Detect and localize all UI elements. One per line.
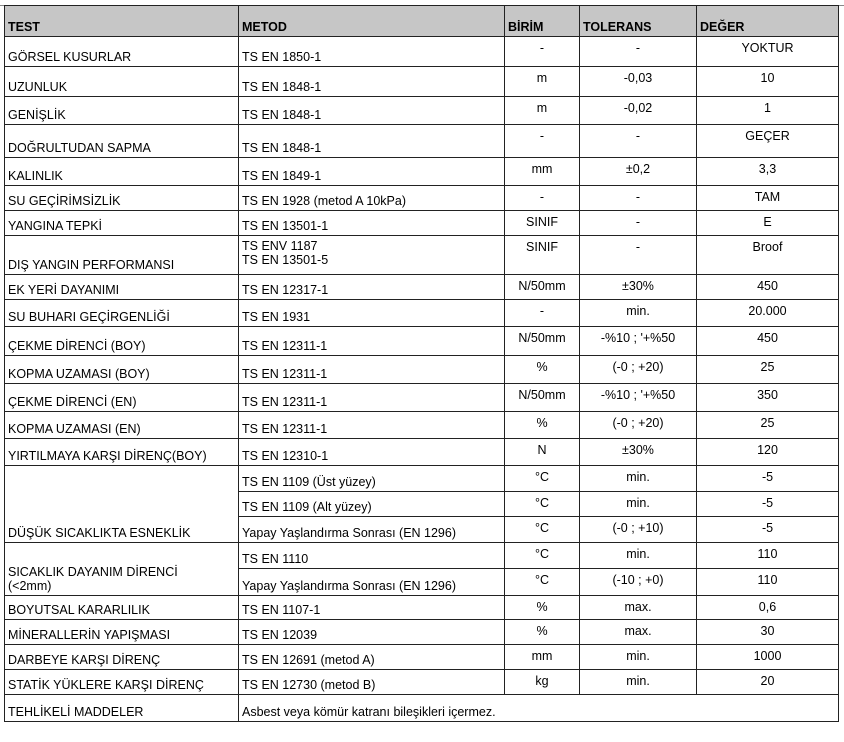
cell-birim: - [505,300,580,327]
cell-birim: % [505,596,580,620]
table-row [5,37,839,67]
cell-birim: N/50mm [505,275,580,300]
cell-birim: N/50mm [505,384,580,412]
cell-test: DARBEYE KARŞI DİRENÇ [5,645,239,670]
cell-birim: - [505,125,580,158]
cell-deger: 120 [697,439,839,466]
cell-metod: TS EN 12311-1 [239,384,505,412]
cell-tolerans: - [580,211,697,236]
cell-deger: -5 [697,492,839,517]
cell-birim: SINIF [505,211,580,236]
cell-metod: TS EN 12730 (metod B) [239,670,505,695]
cell-test: GENİŞLİK [5,97,239,125]
cell-birim: - [505,37,580,67]
header-metod: METOD [239,6,505,37]
cell-metod: TS EN 1848-1 [239,97,505,125]
cell-test: KOPMA UZAMASI (BOY) [5,356,239,384]
cell-deger: 20 [697,670,839,695]
cell-birim: °C [505,492,580,517]
cell-test: DOĞRULTUDAN SAPMA [5,125,239,158]
table-row [5,670,839,695]
table-row [5,97,839,125]
cell-test [5,543,239,596]
cell-tolerans: -%10 ; '+%50 [580,384,697,412]
cell-metod: TS EN 1850-1 [239,37,505,67]
cell-deger: 450 [697,275,839,300]
table-row [5,67,839,97]
cell-birim: N/50mm [505,327,580,356]
cell-metod [239,236,505,275]
cell-metod: TS EN 12311-1 [239,327,505,356]
cell-tolerans: (-0 ; +20) [580,356,697,384]
cell-metod: TS EN 1931 [239,300,505,327]
cell-birim: % [505,356,580,384]
cell-test: MİNERALLERİN YAPIŞMASI [5,620,239,645]
cell-deger: 30 [697,620,839,645]
cell-tolerans: ±30% [580,275,697,300]
cell-test: KOPMA UZAMASI (EN) [5,412,239,439]
cell-test: ÇEKME DİRENCİ (EN) [5,384,239,412]
cell-deger: 10 [697,67,839,97]
cell-deger: 1000 [697,645,839,670]
table-row [5,439,839,466]
table-row [5,543,839,569]
table-row [5,620,839,645]
cell-birim: m [505,97,580,125]
table-row [5,236,839,275]
cell-test: DIŞ YANGIN PERFORMANSI [5,236,239,275]
header-row [5,6,839,37]
table-row [5,645,839,670]
cell-deger: 350 [697,384,839,412]
cell-test: DÜŞÜK SICAKLIKTA ESNEKLİK [5,466,239,543]
cell-deger: 110 [697,569,839,596]
cell-metod: TS EN 1109 (Üst yüzey) [239,466,505,492]
cell-tolerans: min. [580,300,697,327]
table-row [5,300,839,327]
cell-test-line1: SICAKLIK DAYANIM DİRENCİ [8,565,178,579]
table-row [5,158,839,186]
cell-metod: TS EN 12311-1 [239,356,505,384]
cell-metod: TS EN 13501-1 [239,211,505,236]
cell-birim: - [505,186,580,211]
cell-deger: 25 [697,412,839,439]
cell-metod: TS EN 1848-1 [239,125,505,158]
cell-deger: 0,6 [697,596,839,620]
cell-birim: % [505,620,580,645]
cell-deger: 3,3 [697,158,839,186]
cell-test: TEHLİKELİ MADDELER [5,695,239,722]
cell-tolerans: min. [580,466,697,492]
cell-test: YANGINA TEPKİ [5,211,239,236]
cell-tolerans: - [580,236,697,275]
header-birim: BİRİM [505,6,580,37]
header-tolerans: TOLERANS [580,6,697,37]
cell-deger: 1 [697,97,839,125]
table-row [5,275,839,300]
cell-metod: TS EN 1849-1 [239,158,505,186]
header-deger: DEĞER [697,6,839,37]
cell-test: SU GEÇİRİMSİZLİK [5,186,239,211]
cell-metod: TS EN 12691 (metod A) [239,645,505,670]
cell-deger: 20.000 [697,300,839,327]
cell-deger: 110 [697,543,839,569]
cell-tolerans: - [580,125,697,158]
table-row [5,596,839,620]
cell-test: STATİK YÜKLERE KARŞI DİRENÇ [5,670,239,695]
cell-test: YIRTILMAYA KARŞI DİRENÇ(BOY) [5,439,239,466]
cell-tolerans: ±0,2 [580,158,697,186]
cell-birim: °C [505,466,580,492]
table-row [5,466,839,492]
cell-birim: SINIF [505,236,580,275]
table-row [5,356,839,384]
cell-tolerans: (-10 ; +0) [580,569,697,596]
header-test: TEST [5,6,239,37]
cell-deger: GEÇER [697,125,839,158]
cell-metod: TS EN 1107-1 [239,596,505,620]
cell-test: GÖRSEL KUSURLAR [5,37,239,67]
cell-tolerans: -0,02 [580,97,697,125]
cell-tolerans: max. [580,620,697,645]
cell-test: SU BUHARI GEÇİRGENLİĞİ [5,300,239,327]
cell-test: EK YERİ DAYANIMI [5,275,239,300]
cell-tolerans: min. [580,492,697,517]
cell-deger: E [697,211,839,236]
cell-birim: °C [505,543,580,569]
cell-metod: Yapay Yaşlandırma Sonrası (EN 1296) [239,569,505,596]
cell-birim: °C [505,569,580,596]
cell-metod-line1: TS ENV 1187 [242,239,318,253]
cell-deger: 25 [697,356,839,384]
cell-test: KALINLIK [5,158,239,186]
cell-metod-line2: TS EN 13501-5 [242,253,329,267]
cell-birim: m [505,67,580,97]
cell-metod: TS EN 1848-1 [239,67,505,97]
cell-metod: Yapay Yaşlandırma Sonrası (EN 1296) [239,517,505,543]
table-row [5,384,839,412]
cell-deger: -5 [697,466,839,492]
cell-metod: TS EN 12310-1 [239,439,505,466]
cell-tolerans: min. [580,645,697,670]
cell-test: BOYUTSAL KARARLILIK [5,596,239,620]
cell-tolerans: (-0 ; +20) [580,412,697,439]
cell-birim: kg [505,670,580,695]
cell-deger: TAM [697,186,839,211]
cell-metod: TS EN 12039 [239,620,505,645]
spec-table [4,5,839,722]
cell-test-line2: (<2mm) [8,579,52,593]
cell-deger: -5 [697,517,839,543]
cell-tolerans: min. [580,543,697,569]
cell-metod: TS EN 12311-1 [239,412,505,439]
spec-sheet [4,5,838,722]
cell-tolerans: min. [580,670,697,695]
cell-tolerans: -0,03 [580,67,697,97]
cell-metod: TS EN 12317-1 [239,275,505,300]
cell-birim: °C [505,517,580,543]
table-row [5,327,839,356]
table-row [5,186,839,211]
cell-deger: 450 [697,327,839,356]
table-row [5,695,839,722]
cell-tolerans: -%10 ; '+%50 [580,327,697,356]
cell-deger: Broof [697,236,839,275]
cell-deger: YOKTUR [697,37,839,67]
cell-tolerans: (-0 ; +10) [580,517,697,543]
table-row [5,211,839,236]
cell-birim: % [505,412,580,439]
cell-birim: mm [505,645,580,670]
table-row [5,125,839,158]
cell-metod: TS EN 1109 (Alt yüzey) [239,492,505,517]
cell-tolerans: ±30% [580,439,697,466]
cell-tolerans: - [580,186,697,211]
table-row [5,412,839,439]
cell-test: UZUNLUK [5,67,239,97]
cell-birim: mm [505,158,580,186]
cell-tolerans: max. [580,596,697,620]
cell-test: ÇEKME DİRENCİ (BOY) [5,327,239,356]
cell-birim: N [505,439,580,466]
cell-note: Asbest veya kömür katranı bileşikleri içermez. [239,695,839,722]
cell-metod: TS EN 1110 [239,543,505,569]
cell-metod: TS EN 1928 (metod A 10kPa) [239,186,505,211]
cell-tolerans: - [580,37,697,67]
